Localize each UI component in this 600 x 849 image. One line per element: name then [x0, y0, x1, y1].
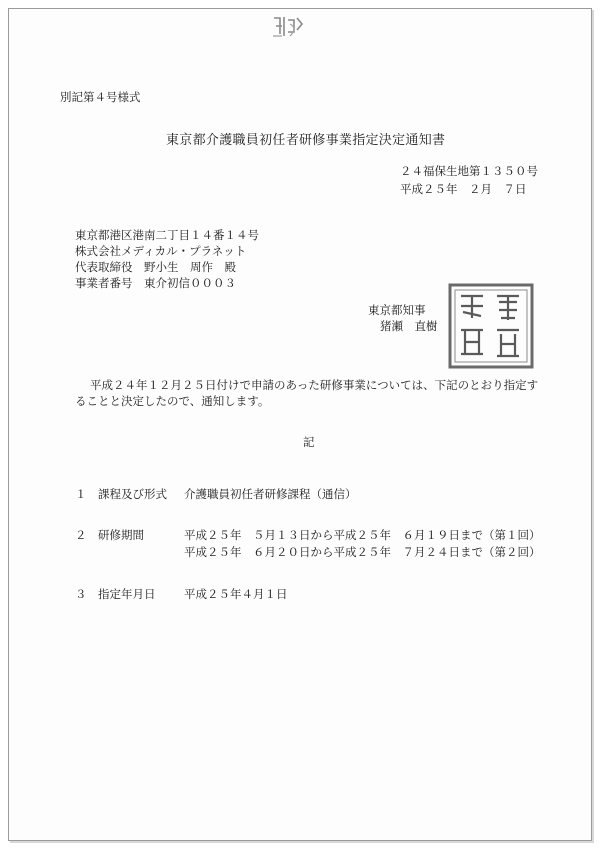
issuer-title: 東京都知事 [368, 303, 426, 317]
issuer-name: 猪瀬 直樹 [380, 319, 438, 333]
body-text-line-1: 平成２４年１２月２５日付けで申請のあった研修事業については、下記のとおり指定す [90, 378, 539, 392]
recipient-representative: 代表取締役 野小生 周作 殿 [75, 260, 236, 274]
document-number: ２４福保生地第１３５０号 [400, 164, 538, 178]
document-date: 平成２５年 ２月 ７日 [400, 182, 527, 196]
item-2-number: ２ [75, 528, 87, 542]
item-2-value-1: 平成２５年 ５月１３日から平成２５年 ６月１９日まで（第１回） [184, 528, 541, 542]
item-1-label: 課程及び形式 [98, 487, 167, 501]
recipient-company: 株式会社メディカル・プラネット [75, 244, 247, 258]
item-2-label: 研修期間 [98, 528, 144, 542]
item-1-value: 介護職員初任者研修課程（通信） [184, 487, 357, 501]
item-1-number: １ [75, 487, 87, 501]
item-3-number: ３ [75, 587, 87, 601]
body-text-line-2: ることと決定したので、通知します。 [75, 394, 270, 408]
item-2-value-2: 平成２５年 ６月２０日から平成２５年 ７月２４日まで（第２回） [184, 545, 541, 559]
form-label: 別記第４号様式 [60, 90, 141, 104]
receipt-stamp-icon [270, 14, 306, 40]
ki-heading: 記 [303, 435, 315, 449]
item-3-value: 平成２５年４月１日 [184, 587, 288, 601]
page-title: 東京都介護職員初任者研修事業指定決定通知書 [166, 133, 446, 148]
official-seal-icon [447, 282, 535, 370]
recipient-business-number: 事業者番号 東介初信０００３ [75, 276, 236, 290]
recipient-address: 東京都港区港南二丁目１４番１４号 [75, 228, 259, 242]
item-3-label: 指定年月日 [98, 587, 156, 601]
